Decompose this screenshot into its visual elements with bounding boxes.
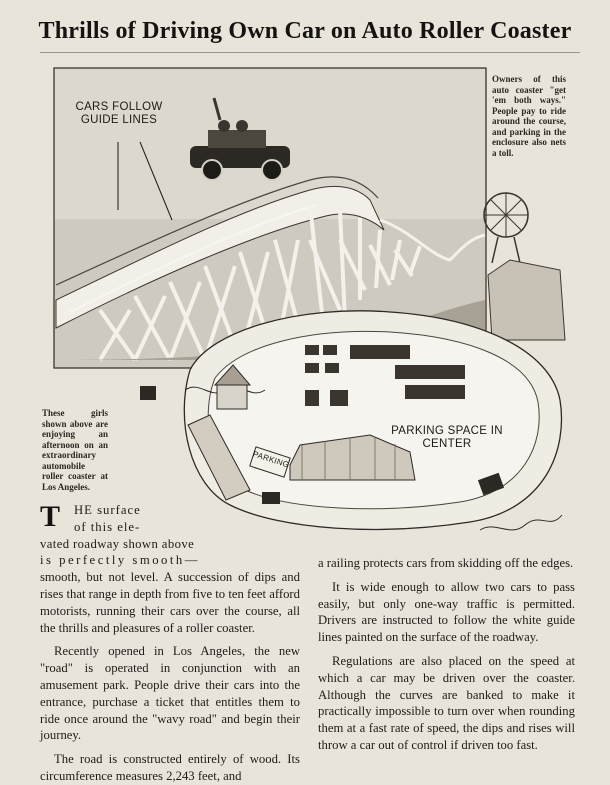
parking-sign-text: PARKING (251, 449, 291, 470)
paragraph-1-text: smooth, but not level. A succession of dips and rises that range in depth from five to ten feet afford motorists, running their cars over the course, all the thrills and pleasures of a roller coaster. (40, 570, 300, 635)
paragraph-r2: It is wide enough to allow two cars to pass easily, but only one-way traffic is permitted. Drivers are instructed to follow the white guide lines painted on the surface of the roadway. (318, 579, 575, 645)
parking-space-label: PARKING SPACE IN CENTER (391, 425, 503, 450)
tent-inset (488, 260, 565, 340)
headline: Thrills of Driving Own Car on Auto Roller Coaster (38, 18, 572, 44)
track-car-1 (140, 386, 156, 400)
lead-line-1: HE surface (74, 503, 141, 517)
lead-line-2: of this ele- (74, 519, 141, 534)
drop-cap: T (40, 500, 61, 533)
paragraph-1 (40, 502, 300, 636)
article-column-left (40, 502, 300, 785)
lead-line-4: is perfectly smooth— (40, 553, 200, 568)
cars-follow-guide-lines-label: CARS FOLLOW GUIDE LINES (75, 101, 163, 126)
ferris-wheel (484, 193, 528, 263)
article-column-right (318, 555, 575, 754)
sky (55, 69, 485, 219)
paragraph-r3: Regulations are also placed on the speed at which a car may be driven over the coaster. Although the curves are banked to make it practically impossible to turn over when rounding them at a fast rate of speed, the dips and rises will throw a car out of control if driven too fast. (318, 653, 575, 752)
headline-rule (40, 52, 580, 53)
caption-right: Owners of this auto coaster "get 'em both ways." People pay to ride around the course, and parking in the enclosure also nets a toll. (492, 74, 566, 158)
lead-line-3: vated roadway shown above (40, 536, 195, 551)
paragraph-2: Recently opened in Los Angeles, the new "road" is operated in conjunction with an amusement park. People drive their cars into the entrance, purchase a ticket that entitles them to ride once around the "wavy road" and begin their journey. (40, 644, 300, 743)
paragraph-3: The road is constructed entirely of wood. Its circumference measures 2,243 feet, and (40, 752, 300, 783)
caption-left: These girls shown above are enjoying an afternoon on an extraordinary automobile roller coaster at Los Angeles. (42, 408, 108, 492)
paragraph-r1: a railing protects cars from skidding off the edges. (318, 556, 574, 570)
